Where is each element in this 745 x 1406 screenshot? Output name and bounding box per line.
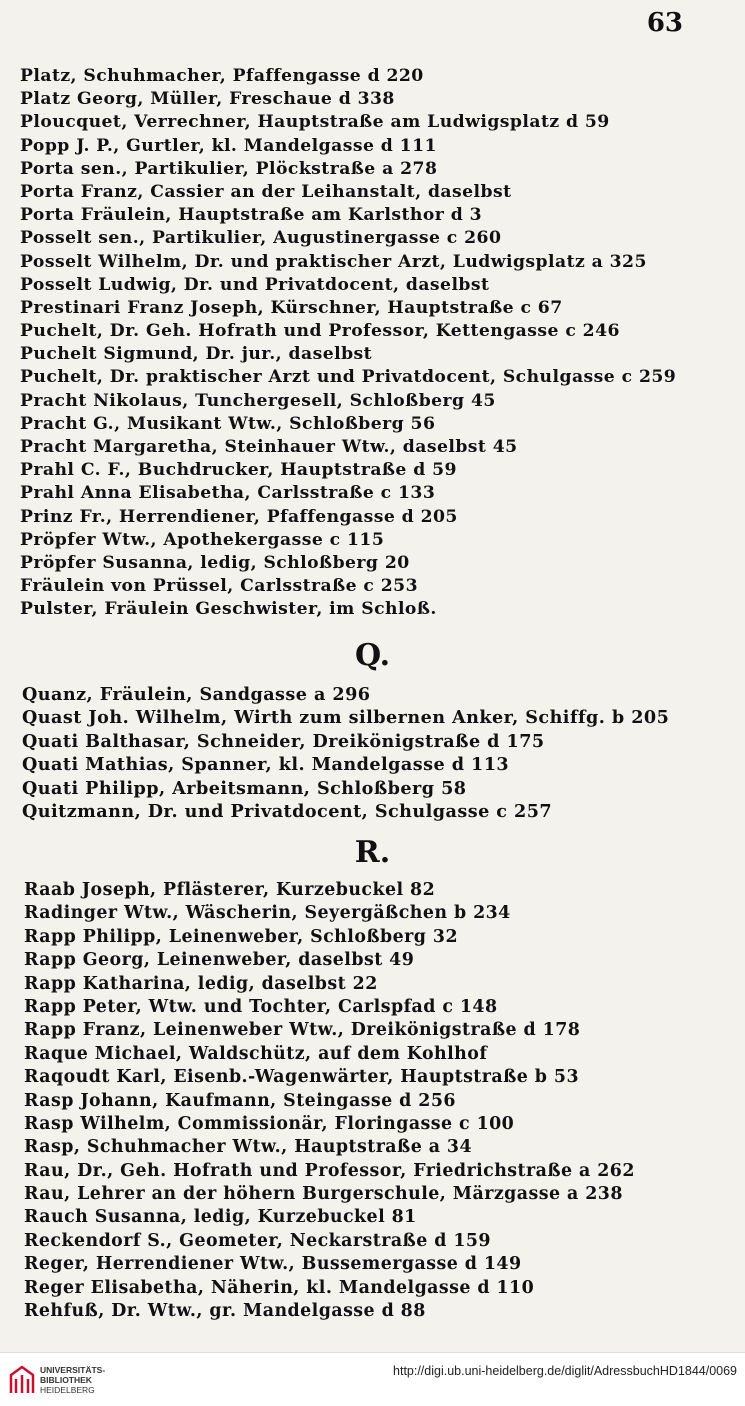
page-number: 63 <box>646 8 683 38</box>
directory-entry: Posselt Wilhelm, Dr. und praktischer Arzt, Ludwigsplatz a 325 <box>20 251 647 272</box>
directory-entry: Porta Franz, Cassier an der Leihanstalt, daselbst <box>20 181 512 202</box>
directory-entry: Pröpfer Wtw., Apothekergasse c 115 <box>20 529 385 550</box>
directory-entry: Raqoudt Karl, Eisenb.-Wagenwärter, Hauptstraße b 53 <box>24 1067 580 1088</box>
directory-entry: Platz, Schuhmacher, Pfaffengasse d 220 <box>20 66 424 86</box>
directory-entry: Quati Balthasar, Schneider, Dreikönigstraße d 175 <box>22 730 545 752</box>
library-name-line2: BIBLIOTHEK <box>40 1375 92 1385</box>
directory-entry: Popp J. P., Gurtler, kl. Mandelgasse d 111 <box>20 135 437 156</box>
directory-entry: Ploucquet, Verrechner, Hauptstraße am Ludwigsplatz d 59 <box>20 112 610 133</box>
library-name-line1: UNIVERSITÄTS- <box>40 1365 106 1375</box>
directory-entry: Rapp Franz, Leinenweber Wtw., Dreikönigstraße d 178 <box>24 1020 581 1041</box>
directory-entry: Prestinari Franz Joseph, Kürschner, Hauptstraße c 67 <box>20 297 563 318</box>
directory-entry: Quati Philipp, Arbeitsmann, Schloßberg 58 <box>22 777 467 799</box>
directory-entry: Fräulein von Prüssel, Carlsstraße c 253 <box>20 576 418 597</box>
directory-entry: Reckendorf S., Geometer, Neckarstraße d 159 <box>24 1230 491 1251</box>
entries-p <box>20 65 725 622</box>
library-name[interactable] <box>40 1365 105 1395</box>
directory-entry: Rapp Katharina, ledig, daselbst 22 <box>24 973 378 994</box>
directory-entry: Rasp Wilhelm, Commissionär, Floringasse c 100 <box>24 1113 515 1134</box>
directory-entry: Radinger Wtw., Wäscherin, Seyergäßchen b 234 <box>24 903 511 924</box>
directory-entry: Pracht G., Musikant Wtw., Schloßberg 56 <box>20 413 436 434</box>
directory-entry: Posselt sen., Partikulier, Augustinergasse c 260 <box>20 228 502 249</box>
directory-entry: Quanz, Fräulein, Sandgasse a 296 <box>22 684 371 705</box>
directory-entry: Rau, Lehrer an der höhern Burgerschule, Märzgasse a 238 <box>24 1184 623 1205</box>
viewer-footer <box>0 1352 745 1406</box>
directory-entry: Pulster, Fräulein Geschwister, im Schloß. <box>20 599 437 620</box>
directory-entry: Prinz Fr., Herrendiener, Pfaffengasse d 205 <box>20 506 458 527</box>
directory-entry: Pröpfer Susanna, ledig, Schloßberg 20 <box>20 552 410 573</box>
directory-entry: Reger Elisabetha, Näherin, kl. Mandelgasse d 110 <box>24 1277 535 1298</box>
directory-entry: Raque Michael, Waldschütz, auf dem Kohlhof <box>24 1043 488 1064</box>
directory-entry: Porta sen., Partikulier, Plöckstraße a 278 <box>20 158 438 179</box>
directory-entry: Quitzmann, Dr. und Privatdocent, Schulgasse c 257 <box>22 800 553 822</box>
library-name-line3: HEIDELBERG <box>40 1385 95 1395</box>
directory-entry: Pracht Margaretha, Steinhauer Wtw., daselbst 45 <box>20 437 518 457</box>
directory-entry: Rehfuß, Dr. Wtw., gr. Mandelgasse d 88 <box>24 1301 426 1322</box>
section-heading-r: R. <box>354 835 391 870</box>
directory-entry: Posselt Ludwig, Dr. und Privatdocent, daselbst <box>20 274 490 295</box>
directory-entry: Puchelt, Dr. praktischer Arzt und Privatdocent, Schulgasse c 259 <box>20 367 677 388</box>
directory-entry: Reger, Herrendiener Wtw., Bussemergasse d 149 <box>24 1254 522 1275</box>
directory-entry: Rapp Georg, Leinenweber, daselbst 49 <box>24 950 415 971</box>
directory-entry: Quast Joh. Wilhelm, Wirth zum silbernen Anker, Schiffg. b 205 <box>22 707 670 729</box>
directory-entry: Puchelt Sigmund, Dr. jur., daselbst <box>20 344 373 365</box>
directory-entry: Porta Fräulein, Hauptstraße am Karlsthor d 3 <box>20 205 483 226</box>
library-logo-icon[interactable] <box>8 1363 36 1395</box>
directory-entry: Rapp Philipp, Leinenweber, Schloßberg 32 <box>24 926 458 947</box>
directory-entry: Pracht Nikolaus, Tunchergesell, Schloßberg 45 <box>20 390 496 411</box>
entries-r <box>24 879 725 1323</box>
directory-entry: Rasp Johann, Kaufmann, Steingasse d 256 <box>24 1090 456 1111</box>
directory-entry: Rasp, Schuhmacher Wtw., Hauptstraße a 34 <box>24 1137 473 1158</box>
directory-entry: Rau, Dr., Geh. Hofrath und Professor, Friedrichstraße a 262 <box>24 1160 635 1181</box>
directory-entry: Prahl Anna Elisabetha, Carlsstraße c 133 <box>20 483 436 504</box>
directory-entry: Platz Georg, Müller, Freschaue d 338 <box>20 89 395 110</box>
entries-q <box>22 683 725 823</box>
directory-entry: Prahl C. F., Buchdrucker, Hauptstraße d 59 <box>20 460 457 481</box>
directory-entry: Raab Joseph, Pflästerer, Kurzebuckel 82 <box>24 880 436 900</box>
section-heading-q: Q. <box>354 638 391 673</box>
directory-entry: Puchelt, Dr. Geh. Hofrath und Professor, Kettengasse c 246 <box>20 321 620 342</box>
page-url[interactable]: http://digi.ub.uni-heidelberg.de/diglit/AdressbuchHD1844/0069 <box>393 1364 737 1378</box>
directory-entry: Quati Mathias, Spanner, kl. Mandelgasse d 113 <box>22 754 510 776</box>
directory-entry: Rauch Susanna, ledig, Kurzebuckel 81 <box>24 1207 417 1228</box>
directory-entry: Rapp Peter, Wtw. und Tochter, Carlspfad c 148 <box>24 996 498 1017</box>
